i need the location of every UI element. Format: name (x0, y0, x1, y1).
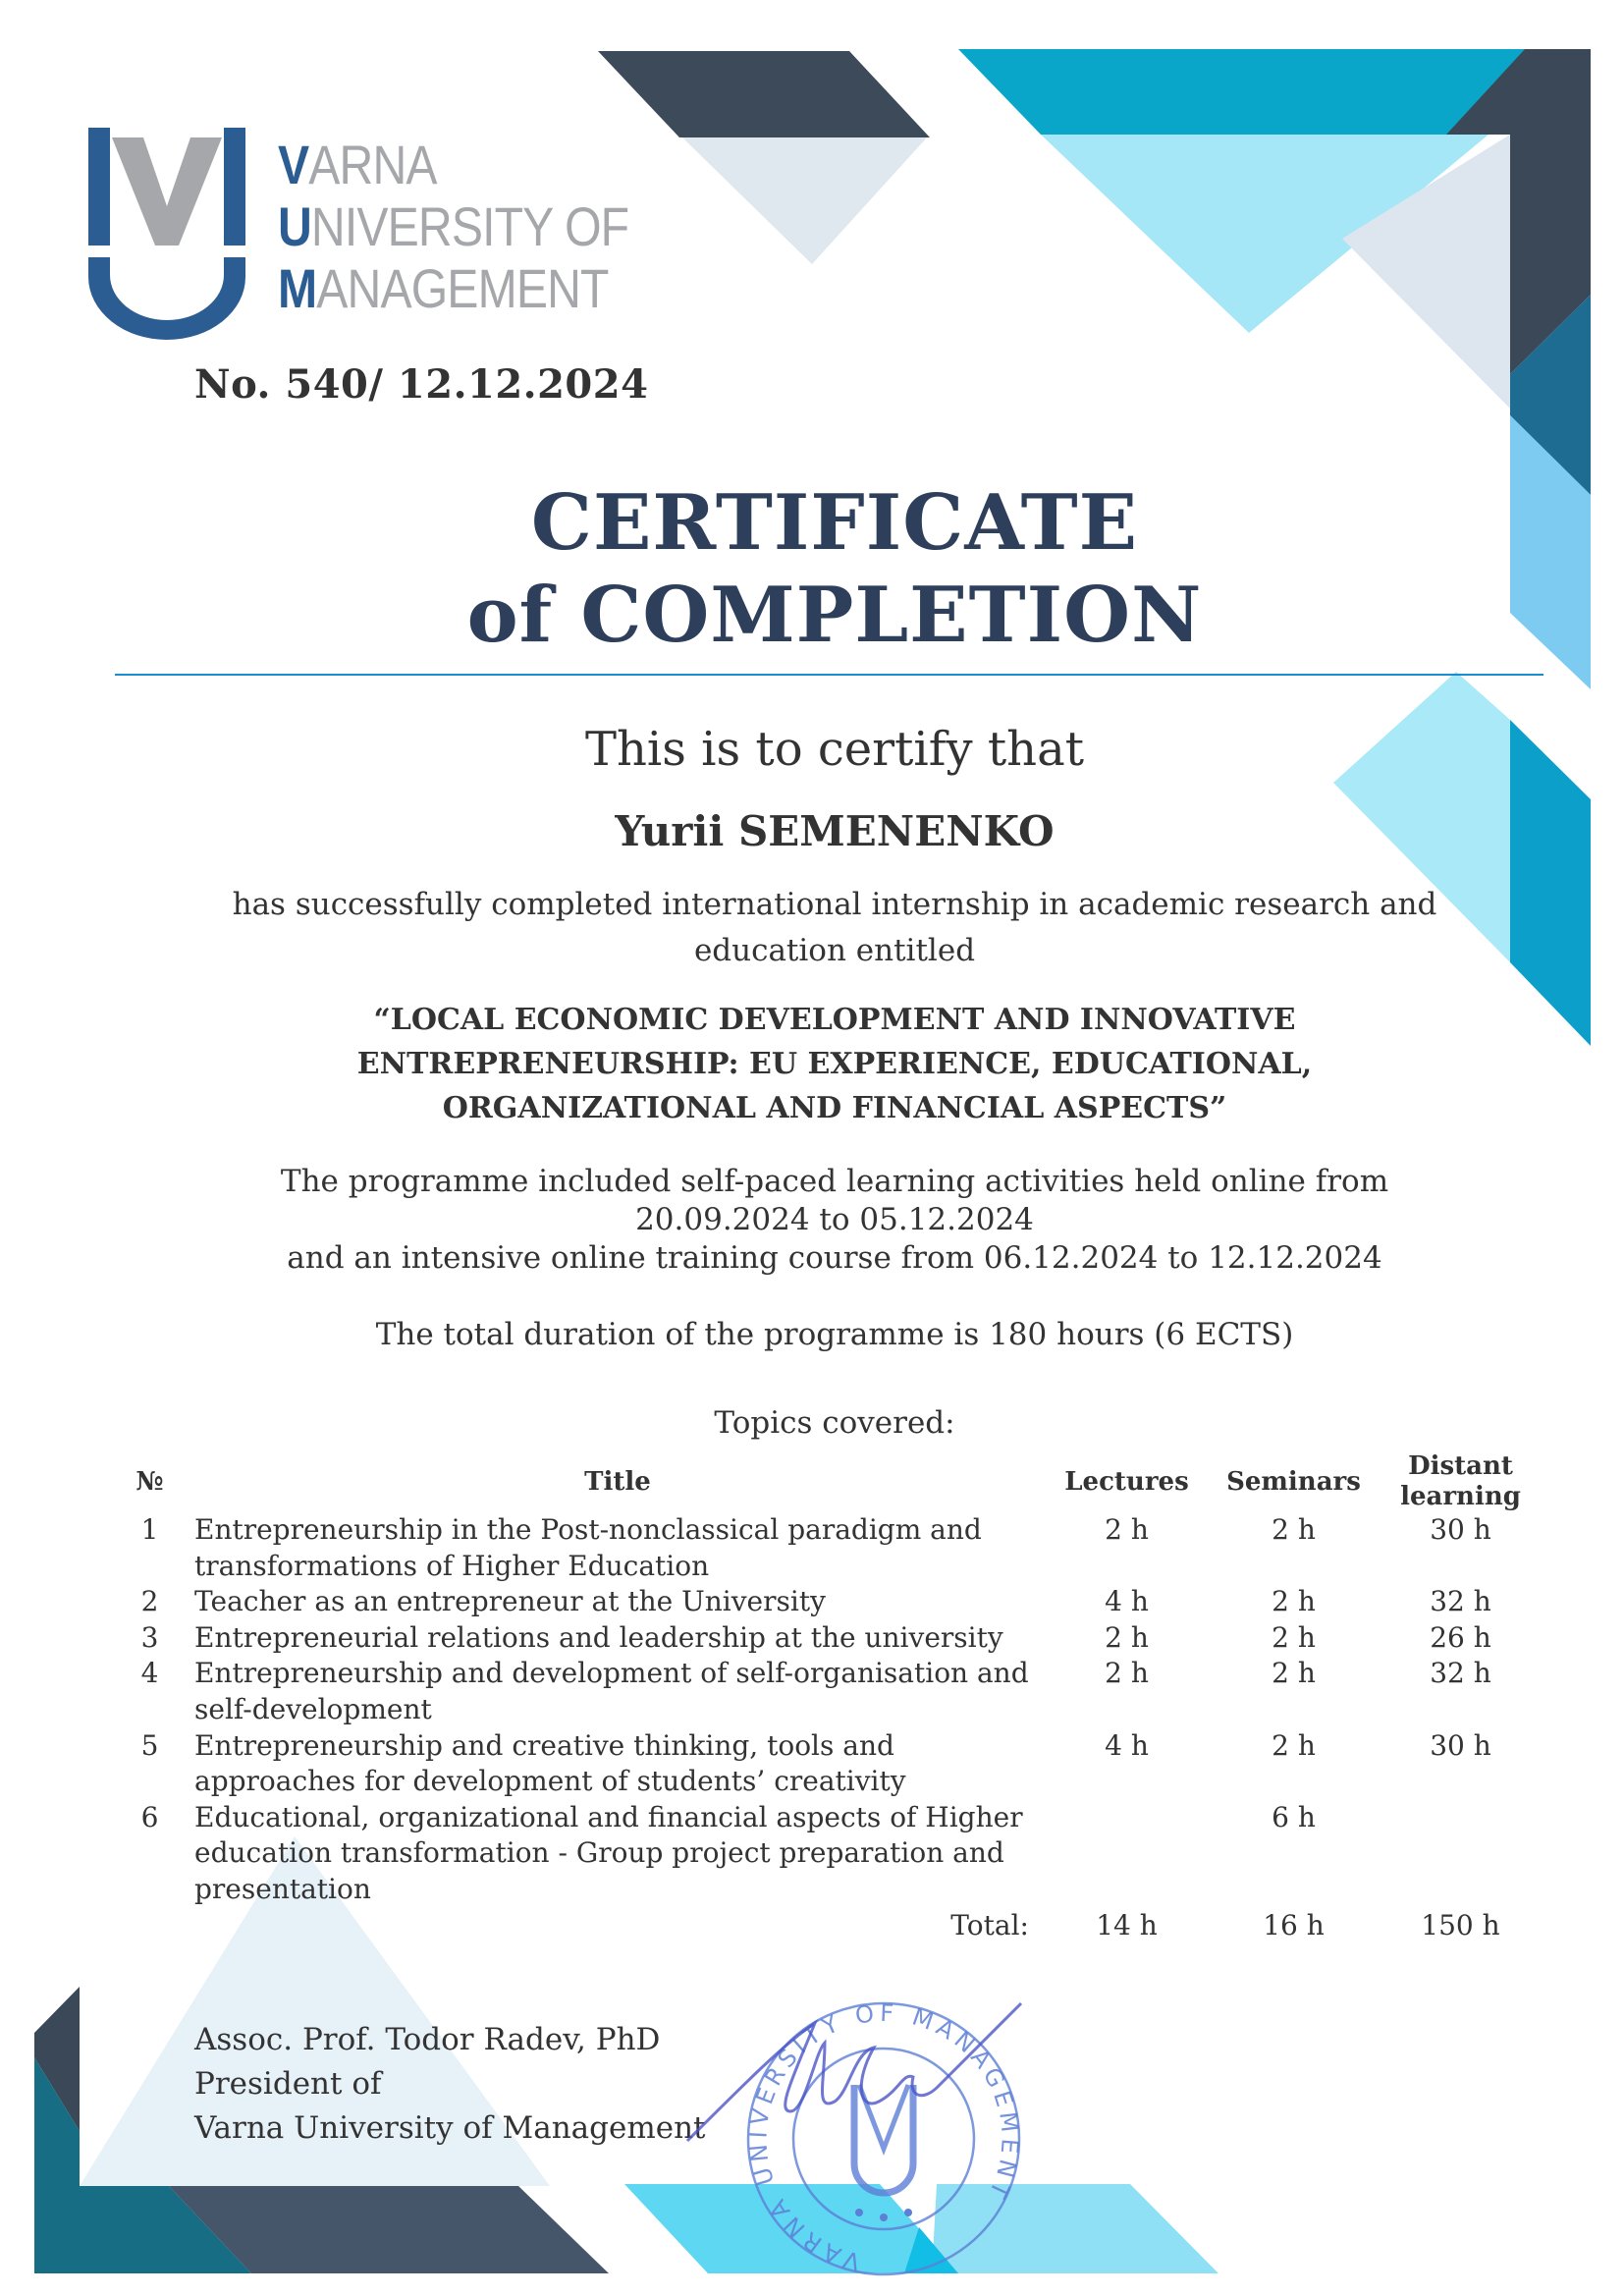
row-title: Educational, organizational and financial aspects of Higher education transformation - Group project preparation and presentation (194, 1800, 1023, 1905)
certificate-subtitle: of COMPLETION (466, 571, 1203, 660)
row-title: Entrepreneurship and development of self-organisation and self-development (194, 1657, 1029, 1725)
row-num: 5 (140, 1728, 159, 1762)
table-row (118, 1800, 1546, 1908)
row-seminars: 2 h (1272, 1657, 1316, 1690)
table-row (118, 1620, 1546, 1657)
row-lectures: 4 h (1105, 1585, 1149, 1618)
row-lectures: 2 h (1105, 1513, 1149, 1546)
divider (115, 674, 1543, 676)
programme-line-1: The programme included self-paced learning activities held online from (280, 1164, 1389, 1199)
row-distant: 30 h (1430, 1513, 1491, 1546)
total-spacer (118, 1908, 182, 1944)
row-seminars: 2 h (1272, 1513, 1316, 1546)
certify-text: This is to certify that (585, 722, 1084, 777)
completion-line-2: education entitled (693, 933, 976, 968)
row-lectures: 4 h (1105, 1728, 1149, 1762)
col-num: № (135, 1466, 164, 1497)
signatory-name: Assoc. Prof. Todor Radev, PhD (194, 2022, 661, 2057)
row-distant (1375, 1800, 1546, 1908)
row-seminars: 6 h (1272, 1800, 1316, 1833)
recipient-name: Yurii SEMENENKO (615, 807, 1055, 855)
col-seminars: Seminars (1226, 1466, 1361, 1497)
row-title: Entrepreneurship and creative thinking, tools and approaches for development of students’ creativity (194, 1728, 906, 1798)
signature-icon (668, 1964, 1041, 2160)
row-num: 6 (140, 1800, 159, 1833)
row-distant: 32 h (1430, 1657, 1491, 1690)
course-title-line-1: “LOCAL ECONOMIC DEVELOPMENT AND INNOVATIVE (373, 1003, 1296, 1037)
topics-heading: Topics covered: (714, 1405, 955, 1441)
course-title-line-2: ENTREPRENEURSHIP: EU EXPERIENCE, EDUCATIONAL, (356, 1047, 1313, 1081)
certificate-title: CERTIFICATE (530, 478, 1139, 568)
total-distant: 150 h (1421, 1908, 1500, 1941)
course-title-line-3: ORGANIZATIONAL AND FINANCIAL ASPECTS” (442, 1091, 1227, 1125)
row-title: Entrepreneurial relations and leadership at the university (194, 1620, 1003, 1654)
deco-teal-band (958, 49, 1531, 135)
row-title: Entrepreneurship in the Post-nonclassical paradigm and transformations of Higher Education (194, 1513, 982, 1582)
col-lectures: Lectures (1064, 1466, 1189, 1497)
total-seminars: 16 h (1263, 1908, 1325, 1941)
programme-line-3: and an intensive online training course from 06.12.2024 to 12.12.2024 (287, 1240, 1382, 1276)
row-seminars: 2 h (1272, 1728, 1316, 1762)
row-seminars: 2 h (1272, 1585, 1316, 1618)
table-row (118, 1512, 1546, 1584)
col-title: Title (584, 1466, 651, 1497)
logo-text-line-2: UNIVERSITY OF (278, 195, 629, 257)
completion-line-1: has successfully completed international internship in academic research and (232, 887, 1437, 922)
table-row (118, 1656, 1546, 1727)
programme-line-2: 20.09.2024 to 05.12.2024 (635, 1202, 1034, 1237)
row-num: 4 (140, 1657, 159, 1690)
university-logo-icon (0, 0, 265, 354)
table-header-row (118, 1451, 1546, 1512)
row-title: Teacher as an entrepreneur at the University (194, 1585, 826, 1618)
logo-text-line-3: MANAGEMENT (278, 257, 609, 319)
total-row (118, 1908, 1546, 1944)
row-lectures: 2 h (1105, 1620, 1149, 1654)
row-distant: 32 h (1430, 1585, 1491, 1618)
total-lectures: 14 h (1096, 1908, 1158, 1941)
row-num: 1 (140, 1513, 159, 1546)
table-row (118, 1728, 1546, 1800)
deco-dark-band (598, 51, 930, 137)
total-label: Total: (950, 1908, 1029, 1941)
row-num: 2 (140, 1585, 159, 1618)
row-distant: 30 h (1430, 1728, 1491, 1762)
row-num: 3 (140, 1620, 159, 1654)
document-number: No. 540/ 12.12.2024 (194, 361, 649, 408)
duration-text: The total duration of the programme is 180 hours (6 ECTS) (375, 1317, 1294, 1352)
col-distant: Distant learning (1400, 1451, 1521, 1511)
signatory-organization: Varna University of Management (194, 2110, 706, 2146)
signatory-position: President of (194, 2066, 382, 2102)
topics-table (118, 1451, 1546, 1943)
logo-text-line-1: VARNA (278, 134, 437, 195)
row-lectures: 2 h (1105, 1657, 1149, 1690)
row-distant: 26 h (1430, 1620, 1491, 1654)
row-lectures (1041, 1800, 1213, 1908)
row-seminars: 2 h (1272, 1620, 1316, 1654)
svg-text:VARNA UNIVERSITY OF MANAGEMENT: VARNA UNIVERSITY OF MANAGEMENT (744, 1998, 1025, 2276)
deco-teal-lower (1510, 720, 1591, 1046)
deco-gray-triangle (682, 137, 927, 264)
table-row (118, 1584, 1546, 1620)
